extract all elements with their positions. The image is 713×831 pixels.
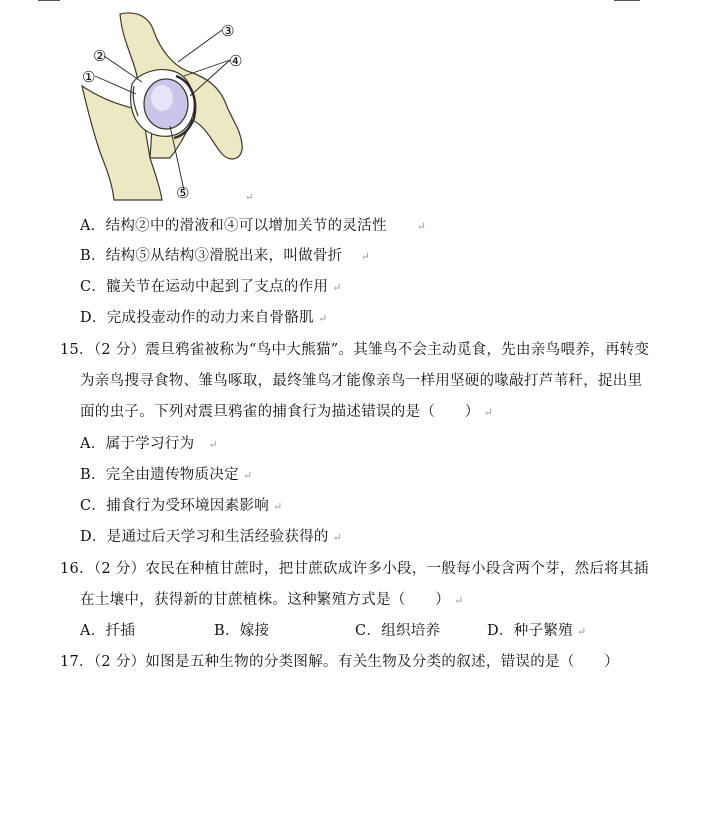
figure-end-mark: ↵ bbox=[245, 192, 254, 203]
q14-option-d-text: D．完成投壶动作的动力来自骨骼肌 bbox=[80, 310, 314, 326]
q17-stem-line-1: 17．（2 分）如图是五种生物的分类图解。有关生物及分类的叙述，错误的是（ ） bbox=[60, 654, 620, 670]
q16-option-b: B．嫁接 bbox=[214, 623, 270, 639]
page-corner-mark-right bbox=[614, 0, 640, 1]
paragraph-mark: ↵ bbox=[576, 625, 587, 638]
q15-option-b bbox=[80, 465, 253, 486]
hip-joint-figure bbox=[80, 8, 265, 203]
q15-stem-line-3-text: 面的虫子。下列对震旦鸦雀的捕食行为描述错误的是（ ） bbox=[80, 404, 480, 420]
label-1: ① bbox=[82, 68, 96, 86]
label-4: ④ bbox=[229, 52, 243, 70]
q14-option-a-text: A．结构②中的滑液和④可以增加关节的灵活性 bbox=[80, 218, 387, 234]
q16-options-row bbox=[80, 621, 600, 641]
q14-option-b bbox=[80, 246, 370, 267]
q15-stem-line-1: 15．（2 分）震旦鸦雀被称为“鸟中大熊猫”。其雏鸟不会主动觅食，先由亲鸟喂养，再转变 bbox=[60, 342, 650, 358]
label-2: ② bbox=[93, 47, 107, 65]
q15-option-b-text: B．完全由遗传物质决定 bbox=[80, 467, 239, 483]
q15-option-d bbox=[80, 527, 342, 548]
paragraph-mark: ↵ bbox=[242, 469, 253, 482]
leader-line-4a bbox=[184, 60, 230, 76]
label-3: ③ bbox=[221, 22, 235, 40]
paragraph-mark: ↵ bbox=[332, 531, 343, 544]
q14-option-d bbox=[80, 308, 327, 329]
q16-stem-line-2 bbox=[80, 590, 464, 611]
paragraph-mark: ↵ bbox=[360, 250, 371, 263]
hip-joint-diagram bbox=[80, 8, 265, 203]
label-5: ⑤ bbox=[176, 184, 190, 202]
q16-stem-line-2-text: 在土壤中，获得新的甘蔗植株。这种繁殖方式是（ ） bbox=[80, 592, 450, 608]
q14-option-b-text: B．结构⑤从结构③滑脱出来，叫做骨折 bbox=[80, 248, 343, 264]
q15-option-d-text: D．是通过后天学习和生活经验获得的 bbox=[80, 529, 329, 545]
leader-line-1 bbox=[95, 76, 136, 94]
q16-stem-line-1: 16．（2 分）农民在种植甘蔗时，把甘蔗砍成许多小段，一般每小段含两个芽，然后将其插 bbox=[60, 561, 649, 577]
paragraph-mark: ↵ bbox=[208, 438, 218, 451]
q15-option-c-text: C．捕食行为受环境因素影响 bbox=[80, 498, 269, 514]
paragraph-mark: ↵ bbox=[454, 594, 464, 607]
paragraph-mark: ↵ bbox=[483, 406, 494, 419]
q15-stem-line-2: 为亲鸟搜寻食物、雏鸟啄取，最终雏鸟才能像亲鸟一样用坚硬的喙敲打芦苇秆，捉出里 bbox=[80, 373, 643, 389]
q14-option-a bbox=[80, 216, 426, 237]
femoral-head-highlight bbox=[151, 85, 173, 111]
paragraph-mark: ↵ bbox=[317, 312, 328, 325]
q15-option-a bbox=[80, 434, 218, 455]
q16-option-d-text: D．种子繁殖 bbox=[487, 623, 573, 639]
q14-option-c bbox=[80, 277, 342, 298]
paragraph-mark: ↵ bbox=[332, 281, 342, 294]
q14-option-c-text: C．髋关节在运动中起到了支点的作用 bbox=[80, 279, 329, 295]
leader-line-3 bbox=[178, 30, 222, 62]
paragraph-mark: ↵ bbox=[273, 500, 283, 513]
q15-option-a-text: A．属于学习行为 bbox=[80, 436, 195, 452]
q16-option-c: C．组织培养 bbox=[355, 623, 441, 639]
q15-stem-line-3 bbox=[80, 402, 493, 423]
paragraph-mark: ↵ bbox=[416, 220, 427, 233]
q16-option-d bbox=[487, 621, 586, 642]
q16-option-a: A．扦插 bbox=[80, 623, 136, 639]
q15-option-c bbox=[80, 496, 283, 517]
page-corner-mark-left bbox=[38, 0, 60, 1]
